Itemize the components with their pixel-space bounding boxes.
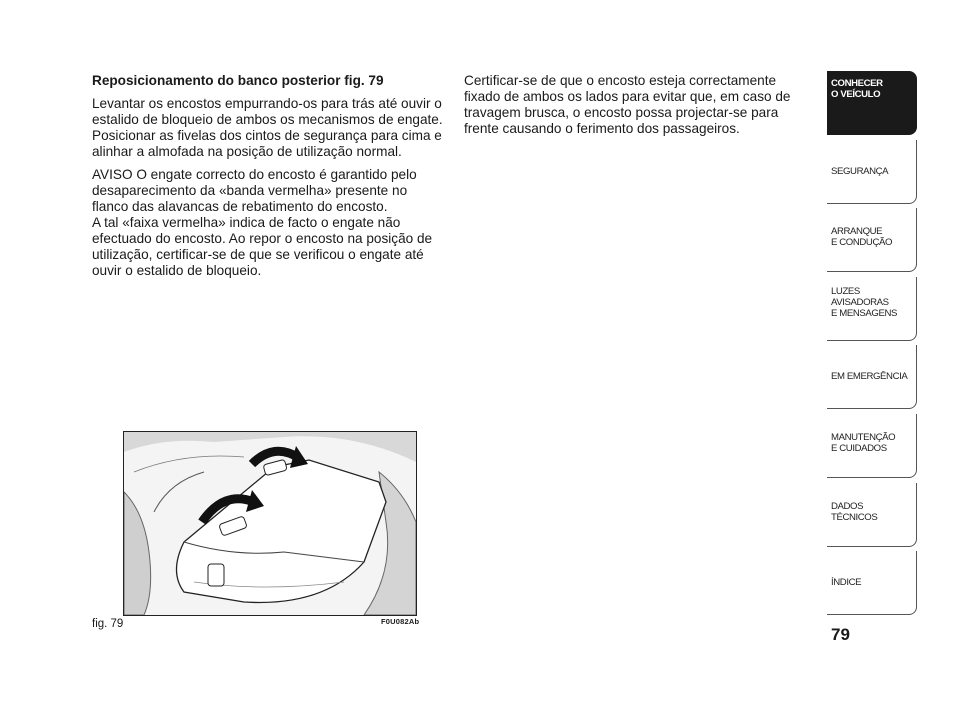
safety-paragraph: Certificar-se de que o encosto esteja correctamente fixado de ambos os lados para evitar que, em caso de travagem brusca, o encosto possa projectar-se para frente causando o ferimento dos passageiros. — [464, 73, 791, 136]
tab-luzes-avisadoras[interactable]: LUZES AVISADORAS E MENSAGENS — [827, 277, 917, 341]
warning-paragraph: AVISO O engate correcto do encosto é garantido pelo desaparecimento da «banda vermelha» presente no flanco das alavancas de rebatimento do encosto. A tal «faixa vermelha» indica de facto o engate não efectuado do encosto. Ao repor o encosto na posição de utilização, certificar-se de que se verificou o engate até ouvir o estalido de bloqueio. — [92, 167, 433, 278]
tab-dados-tecnicos[interactable]: DADOS TÉCNICOS — [827, 483, 917, 547]
seat-illustration — [124, 432, 416, 615]
tab-em-emergencia[interactable]: EM EMERGÊNCIA — [827, 345, 917, 409]
left-text-column — [92, 73, 444, 286]
figure-caption: fig. 79 — [92, 618, 124, 630]
page-number: 79 — [831, 625, 850, 644]
figure-code: F0U082Ab — [381, 617, 420, 626]
tab-manutencao-e-cuidados[interactable]: MANUTENÇÃO E CUIDADOS — [827, 414, 917, 478]
tab-arranque-e-conducao[interactable]: ARRANQUE E CONDUÇÃO — [827, 208, 917, 272]
instruction-paragraph: Levantar os encostos empurrando-os para trás até ouvir o estalido de bloqueio de ambos os mecanismos de engate. Posicionar as fivelas dos cintos de segurança para cima e alinhar a almofada na posição de utilização normal. — [92, 96, 443, 159]
right-text-column — [464, 73, 809, 144]
chapter-tabs — [827, 71, 917, 620]
tab-indice[interactable]: ÍNDICE — [827, 551, 917, 615]
tab-seguranca[interactable]: SEGURANÇA — [827, 140, 917, 204]
figure-seat-illustration — [123, 431, 417, 616]
tab-conhecer-o-veiculo[interactable]: CONHECER O VEÍCULO — [827, 71, 917, 135]
section-heading: Reposicionamento do banco posterior fig. 79 — [92, 73, 384, 88]
